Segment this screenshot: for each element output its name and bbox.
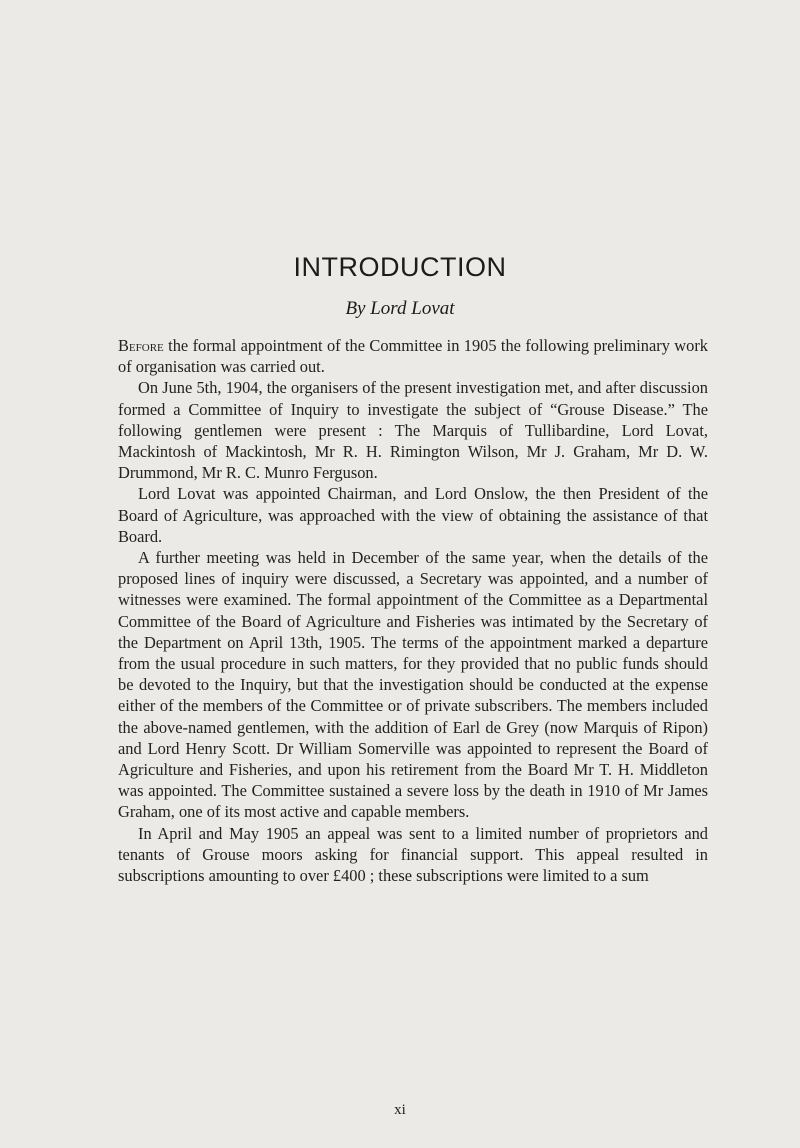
chapter-byline: By Lord Lovat bbox=[345, 298, 455, 319]
paragraph-5: In April and May 1905 an appeal was sent to a limited number of proprietors and tenants of Grouse moors asking for financial support. This appeal resulted in subscriptions amounting to over £400 ; these subscriptions were limited to a sum bbox=[118, 823, 708, 886]
paragraph-4: A further meeting was held in December of the same year, when the details of the proposed lines of inquiry were discussed, a Secretary was appointed, and a number of witnesses were examined. The formal appointment of the Committee as a Departmental Committee of the Board of Agriculture and Fisheries was intimated by the Secretary of the Department on April 13th, 1905. The terms of the appointment marked a departure from the usual procedure in such matters, for they provided that no public funds should be devoted to the Inquiry, but that the investigation should be conducted at the expense either of the members of the Committee or of private subscribers. The members included the above-named gentlemen, with the addition of Earl de Grey (now Marquis of Ripon) and Lord Henry Scott. Dr William Somerville was appointed to represent the Board of Agriculture and Fisheries, and upon his retirement from the Board Mr T. H. Middleton was appointed. The Committee sustained a severe loss by the death in 1910 of Mr James Graham, one of its most active and capable members. bbox=[118, 548, 708, 822]
paragraph-lead-word: Before bbox=[118, 336, 164, 355]
paragraph-3: Lord Lovat was appointed Chairman, and Lord Onslow, the then President of the Board of Agriculture, was approached with the view of obtaining the assistance of that Board. bbox=[118, 484, 708, 546]
page-number: xi bbox=[394, 1102, 406, 1118]
paragraph-1 bbox=[118, 335, 708, 377]
body-text bbox=[118, 335, 708, 886]
paragraph-2: On June 5th, 1904, the organisers of the present investigation met, and after discussion formed a Committee of Inquiry to investigate the subject of “Grouse Disease.” The following gentlemen were present : The Marquis of Tullibardine, Lord Lovat, Mackintosh of Mackintosh, Mr R. H. Rimington Wilson, Mr J. Graham, Mr D. W. Drummond, Mr R. C. Munro Ferguson. bbox=[118, 378, 708, 483]
paragraph-1-text: the formal appointment of the Committee in 1905 the following preliminary work of organisation was carried out. bbox=[118, 336, 708, 377]
chapter-heading: INTRODUCTION bbox=[293, 252, 507, 282]
